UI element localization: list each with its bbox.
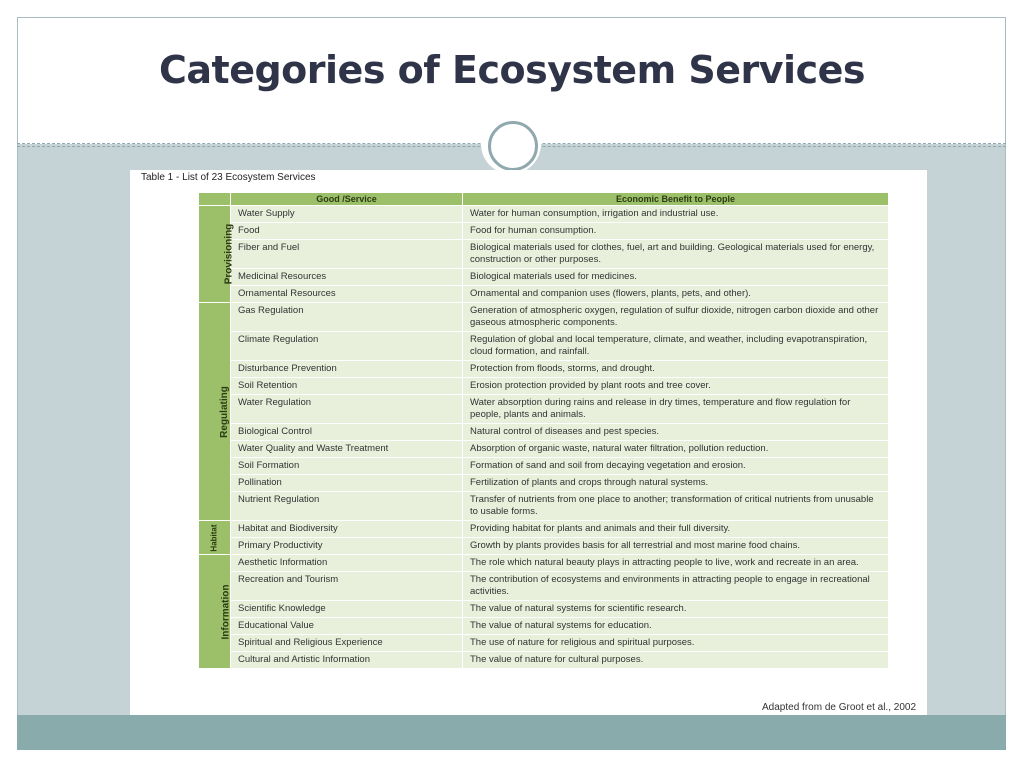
category-cell-regulating	[199, 303, 231, 521]
economic-benefit-cell: Growth by plants provides basis for all terrestrial and most marine food chains.	[463, 538, 889, 555]
economic-benefit-cell: The value of natural systems for education.	[463, 618, 889, 635]
good-service-cell: Climate Regulation	[231, 332, 463, 361]
good-service-cell: Nutrient Regulation	[231, 492, 463, 521]
economic-benefit-cell: Generation of atmospheric oxygen, regulation of sulfur dioxide, nitrogen carbon dioxide and other gaseous atmospheric components.	[463, 303, 889, 332]
good-service-cell: Water Quality and Waste Treatment	[231, 441, 463, 458]
good-service-cell: Habitat and Biodiversity	[231, 521, 463, 538]
economic-benefit-cell: The value of nature for cultural purposes.	[463, 652, 889, 669]
good-service-cell: Cultural and Artistic Information	[231, 652, 463, 669]
table-row	[199, 441, 889, 458]
economic-benefit-cell: Water absorption during rains and release in dry times, temperature and flow regulation for people, plants and animals.	[463, 395, 889, 424]
table-row	[199, 652, 889, 669]
footer-band	[17, 715, 1006, 750]
ecosystem-services-table	[198, 192, 889, 669]
table-row	[199, 240, 889, 269]
good-service-cell: Water Regulation	[231, 395, 463, 424]
table-row	[199, 572, 889, 601]
table-row	[199, 395, 889, 424]
economic-benefit-cell: Water for human consumption, irrigation and industrial use.	[463, 206, 889, 223]
economic-benefit-cell: Transfer of nutrients from one place to another; transformation of critical nutrients from unusable to usable forms.	[463, 492, 889, 521]
table-header-benefit: Economic Benefit to People	[463, 193, 889, 206]
good-service-cell: Recreation and Tourism	[231, 572, 463, 601]
economic-benefit-cell: Erosion protection provided by plant roots and tree cover.	[463, 378, 889, 395]
economic-benefit-cell: Ornamental and companion uses (flowers, plants, pets, and other).	[463, 286, 889, 303]
slide-title: Categories of Ecosystem Services	[159, 48, 865, 92]
economic-benefit-cell: The contribution of ecosystems and environments in attracting people to engage in recreational activities.	[463, 572, 889, 601]
good-service-cell: Soil Retention	[231, 378, 463, 395]
good-service-cell: Scientific Knowledge	[231, 601, 463, 618]
table-row	[199, 475, 889, 492]
good-service-cell: Water Supply	[231, 206, 463, 223]
table-row	[199, 361, 889, 378]
economic-benefit-cell: Protection from floods, storms, and drought.	[463, 361, 889, 378]
category-label: Habitat	[209, 523, 219, 552]
good-service-cell: Biological Control	[231, 424, 463, 441]
economic-benefit-cell: Biological materials used for clothes, fuel, art and building. Geological materials used for energy, construction or other purposes.	[463, 240, 889, 269]
good-service-cell: Gas Regulation	[231, 303, 463, 332]
table-row	[199, 269, 889, 286]
good-service-cell: Food	[231, 223, 463, 240]
table-row	[199, 555, 889, 572]
category-label: Provisioning	[223, 223, 235, 285]
economic-benefit-cell: Formation of sand and soil from decaying vegetation and erosion.	[463, 458, 889, 475]
economic-benefit-cell: The use of nature for religious and spiritual purposes.	[463, 635, 889, 652]
good-service-cell: Educational Value	[231, 618, 463, 635]
economic-benefit-cell: Absorption of organic waste, natural water filtration, pollution reduction.	[463, 441, 889, 458]
table-row	[199, 286, 889, 303]
economic-benefit-cell: The role which natural beauty plays in attracting people to live, work and recreate in an area.	[463, 555, 889, 572]
good-service-cell: Soil Formation	[231, 458, 463, 475]
category-label: Regulating	[218, 385, 230, 438]
table-row	[199, 223, 889, 240]
table-row	[199, 618, 889, 635]
table-row	[199, 521, 889, 538]
good-service-cell: Ornamental Resources	[231, 286, 463, 303]
table-row	[199, 538, 889, 555]
good-service-cell: Disturbance Prevention	[231, 361, 463, 378]
divider-ring-icon	[488, 121, 538, 171]
economic-benefit-cell: Regulation of global and local temperature, climate, and weather, including evapotranspiration, cloud formation, and rainfall.	[463, 332, 889, 361]
category-cell-provisioning	[199, 206, 235, 303]
good-service-cell: Fiber and Fuel	[231, 240, 463, 269]
table-body	[199, 206, 889, 669]
table-row	[199, 332, 889, 361]
economic-benefit-cell: Fertilization of plants and crops through natural systems.	[463, 475, 889, 492]
good-service-cell: Primary Productivity	[231, 538, 463, 555]
category-label: Information	[220, 584, 232, 639]
table-row	[199, 378, 889, 395]
table-row	[199, 424, 889, 441]
table-row	[199, 206, 889, 223]
category-cell-habitat	[199, 521, 231, 555]
category-cell-information	[199, 555, 231, 669]
economic-benefit-cell: The value of natural systems for scientific research.	[463, 601, 889, 618]
economic-benefit-cell: Food for human consumption.	[463, 223, 889, 240]
good-service-cell: Aesthetic Information	[231, 555, 463, 572]
table-header-row	[199, 193, 889, 206]
economic-benefit-cell: Providing habitat for plants and animals and their full diversity.	[463, 521, 889, 538]
table-header-good: Good /Service	[231, 193, 463, 206]
good-service-cell: Spiritual and Religious Experience	[231, 635, 463, 652]
economic-benefit-cell: Natural control of diseases and pest species.	[463, 424, 889, 441]
good-service-cell: Medicinal Resources	[231, 269, 463, 286]
table-header-category	[199, 193, 231, 206]
table-caption: Table 1 - List of 23 Ecosystem Services	[141, 172, 316, 183]
table-attribution: Adapted from de Groot et al., 2002	[762, 702, 916, 713]
table-row	[199, 458, 889, 475]
table-row	[199, 635, 889, 652]
economic-benefit-cell: Biological materials used for medicines.	[463, 269, 889, 286]
table-row	[199, 303, 889, 332]
table-row	[199, 601, 889, 618]
table-row	[199, 492, 889, 521]
good-service-cell: Pollination	[231, 475, 463, 492]
